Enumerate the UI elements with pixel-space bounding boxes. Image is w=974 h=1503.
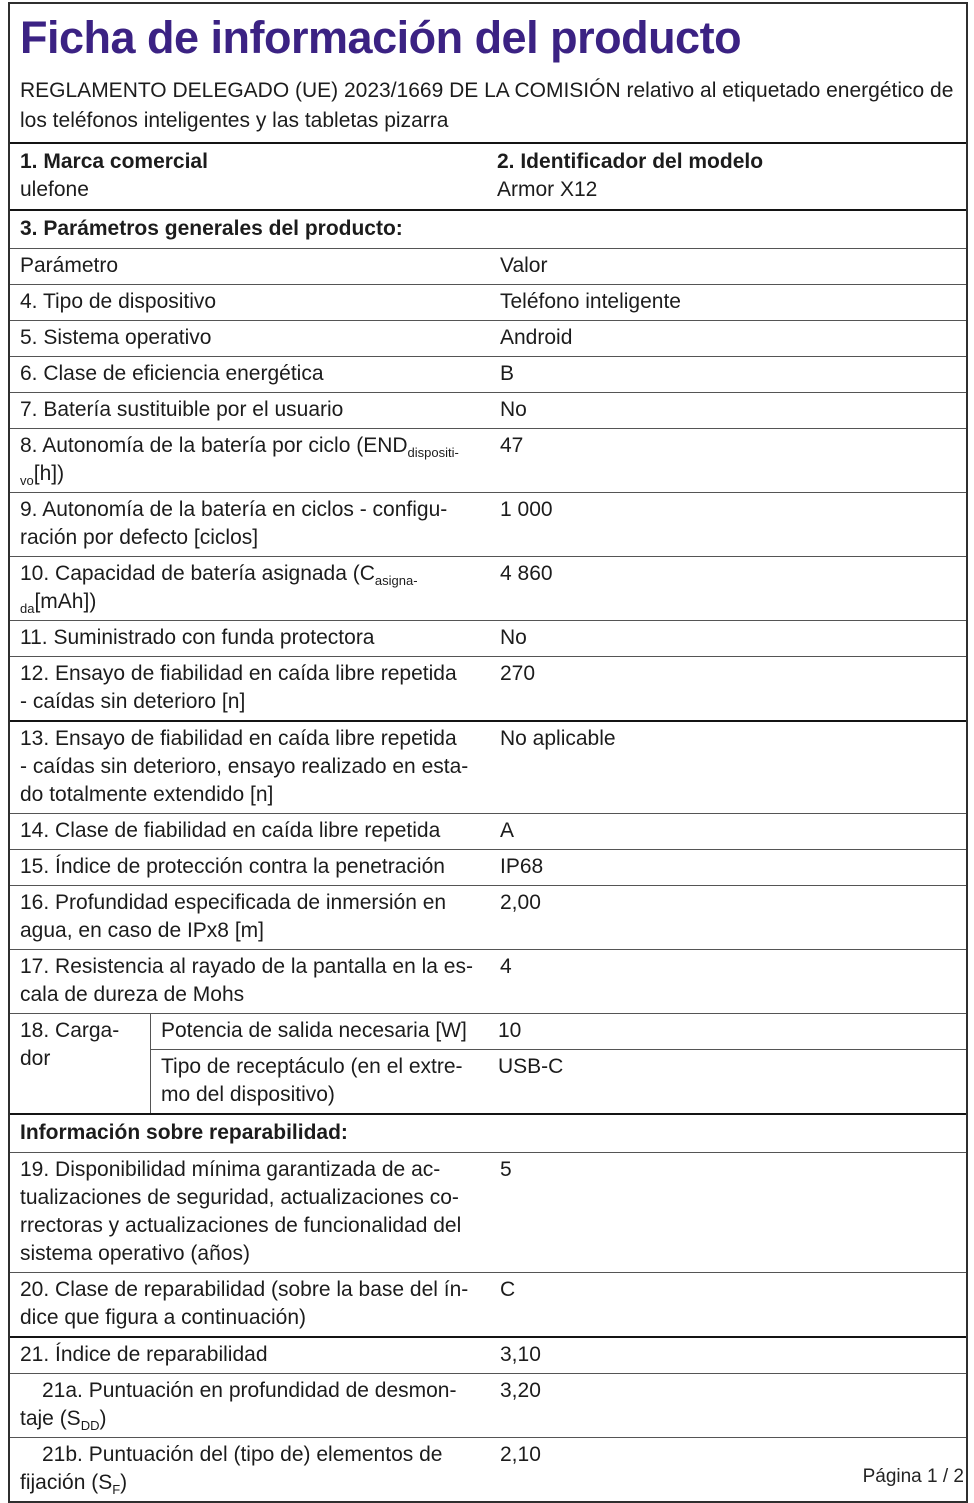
page-number: Página 1 / 2 [862, 1466, 964, 1487]
row-label [10, 429, 492, 492]
section-repairability-label: Información sobre reparabilidad: [20, 1121, 348, 1144]
row-label: 12. Ensayo de fiabilidad en caída libre repetida - caídas sin deterioro [n] [20, 662, 457, 713]
charger-subtable [151, 1014, 966, 1113]
label-subscript: asigna- [374, 573, 418, 588]
brand-model-row [10, 142, 966, 211]
row-label: 19. Disponibilidad mínima garantizada de ac- tualizaciones de seguridad, actualizaciones co- rrectoras y actualizaciones de funcionalidad del sistema operativo (años) [20, 1158, 462, 1265]
row-label: 17. Resistencia al rayado de la pantalla en la es- cala de dureza de Mohs [20, 955, 473, 1006]
row-label [10, 1438, 492, 1501]
row-value: USB-C [498, 1055, 564, 1078]
model-cell [489, 144, 966, 209]
brand-cell [10, 144, 489, 209]
row-disassembly-score [10, 1373, 966, 1437]
brand-value: ulefone [20, 178, 89, 201]
row-free-fall-test [10, 656, 966, 720]
row-scratch-resistance [10, 949, 966, 1013]
row-charger [10, 1013, 966, 1113]
row-energy-class [10, 356, 966, 392]
model-value: Armor X12 [497, 178, 598, 201]
row-value: 270 [500, 662, 536, 685]
row-value: 2,10 [500, 1443, 541, 1466]
row-label [10, 557, 492, 620]
regulation-subtitle: REGLAMENTO DELEGADO (UE) 2023/1669 DE LA COMISIÓN relativo al etiquetado energético de los teléfonos inteligentes y las tabletas pizarra [20, 79, 954, 132]
label-text: fijación (S [20, 1471, 113, 1494]
label-subscript: DD [80, 1418, 100, 1433]
row-label: 11. Suministrado con funda protectora [20, 626, 375, 649]
row-immersion-depth [10, 885, 966, 949]
row-value: 4 860 [500, 562, 553, 585]
row-value: No aplicable [500, 727, 616, 750]
row-repairability-index [10, 1336, 966, 1373]
row-value: A [500, 819, 515, 842]
row-label: 4. Tipo de dispositivo [20, 290, 217, 313]
row-value: No [500, 626, 527, 649]
row-value: IP68 [500, 855, 544, 878]
column-value-header: Valor [500, 254, 548, 277]
label-text: 10. Capacidad de batería asignada (C [20, 562, 375, 585]
row-label: Potencia de salida necesaria [W] [161, 1019, 467, 1042]
row-value: 47 [500, 434, 524, 457]
label-subscript: F [112, 1482, 121, 1497]
label-subscript: vo [20, 473, 34, 488]
section-repairability [10, 1113, 966, 1152]
row-value: B [500, 362, 515, 385]
row-battery-endurance-cycles [10, 492, 966, 556]
row-value: 2,00 [500, 891, 541, 914]
row-label: Tipo de receptáculo (en el extre- mo del dispositivo) [161, 1055, 463, 1106]
row-label: 15. Índice de protección contra la penetración [20, 855, 445, 878]
label-text: [mAh]) [34, 590, 97, 613]
row-value: No [500, 398, 527, 421]
row-value: Teléfono inteligente [500, 290, 681, 313]
row-value: C [500, 1278, 516, 1301]
row-value: Android [500, 326, 573, 349]
row-label: 16. Profundidad especificada de inmersión en agua, en caso de IPx8 [m] [20, 891, 447, 942]
row-value: 3,20 [500, 1379, 541, 1402]
row-label: 14. Clase de fiabilidad en caída libre repetida [20, 819, 441, 842]
label-text: taje (S [20, 1407, 81, 1430]
brand-label: 1. Marca comercial [20, 150, 208, 173]
row-fasteners-score [10, 1437, 966, 1501]
row-protective-case [10, 620, 966, 656]
label-text: ) [120, 1471, 128, 1494]
section-general-params [10, 211, 966, 248]
row-label: 7. Batería sustituible por el usuario [20, 398, 344, 421]
column-header-row [10, 248, 966, 284]
row-label [10, 1374, 492, 1437]
row-label: 9. Autonomía de la batería en ciclos - configu- ración por defecto [ciclos] [20, 498, 448, 549]
row-value: 10 [498, 1019, 522, 1042]
row-device-type [10, 284, 966, 320]
section-general-label: 3. Parámetros generales del producto: [20, 217, 403, 240]
document-header [10, 4, 966, 142]
row-label: 20. Clase de reparabilidad (sobre la base del ín- dice que figura a continuación) [20, 1278, 469, 1329]
label-text: 21b. Puntuación del (tipo de) elementos de [42, 1443, 443, 1466]
label-subscript: dispositi- [407, 445, 459, 460]
row-free-fall-class [10, 813, 966, 849]
row-free-fall-test-extended [10, 720, 966, 813]
row-battery-capacity [10, 556, 966, 620]
row-value: 5 [500, 1158, 512, 1181]
row-repairability-class [10, 1272, 966, 1336]
charger-receptacle-row [151, 1049, 966, 1113]
page-title: Ficha de información del producto [20, 12, 742, 63]
row-value: 1 000 [500, 498, 553, 521]
label-text: 8. Autonomía de la batería por ciclo (END [20, 434, 408, 457]
row-label: 6. Clase de eficiencia energética [20, 362, 324, 385]
row-value: 4 [500, 955, 512, 978]
charger-power-row [151, 1014, 966, 1049]
label-text: ) [99, 1407, 107, 1430]
charger-label: 18. Carga- dor [10, 1014, 151, 1113]
product-fiche-document [8, 2, 968, 1503]
row-update-availability [10, 1152, 966, 1272]
product-info-table [10, 142, 966, 1501]
column-param-header: Parámetro [20, 254, 119, 277]
row-ingress-protection [10, 849, 966, 885]
label-subscript: da [20, 601, 35, 616]
row-label: 5. Sistema operativo [20, 326, 212, 349]
row-label: 13. Ensayo de fiabilidad en caída libre repetida - caídas sin deterioro, ensayo realizado en esta- do totalmente extendido [n] [20, 727, 469, 806]
row-battery-endurance-per-cycle [10, 428, 966, 492]
row-operating-system [10, 320, 966, 356]
row-value: 3,10 [500, 1343, 541, 1366]
row-label: 21. Índice de reparabilidad [20, 1343, 268, 1366]
label-text: [h]) [33, 462, 65, 485]
row-battery-replaceable [10, 392, 966, 428]
label-text: 21a. Puntuación en profundidad de desmon- [42, 1379, 457, 1402]
model-label: 2. Identificador del modelo [497, 150, 764, 173]
